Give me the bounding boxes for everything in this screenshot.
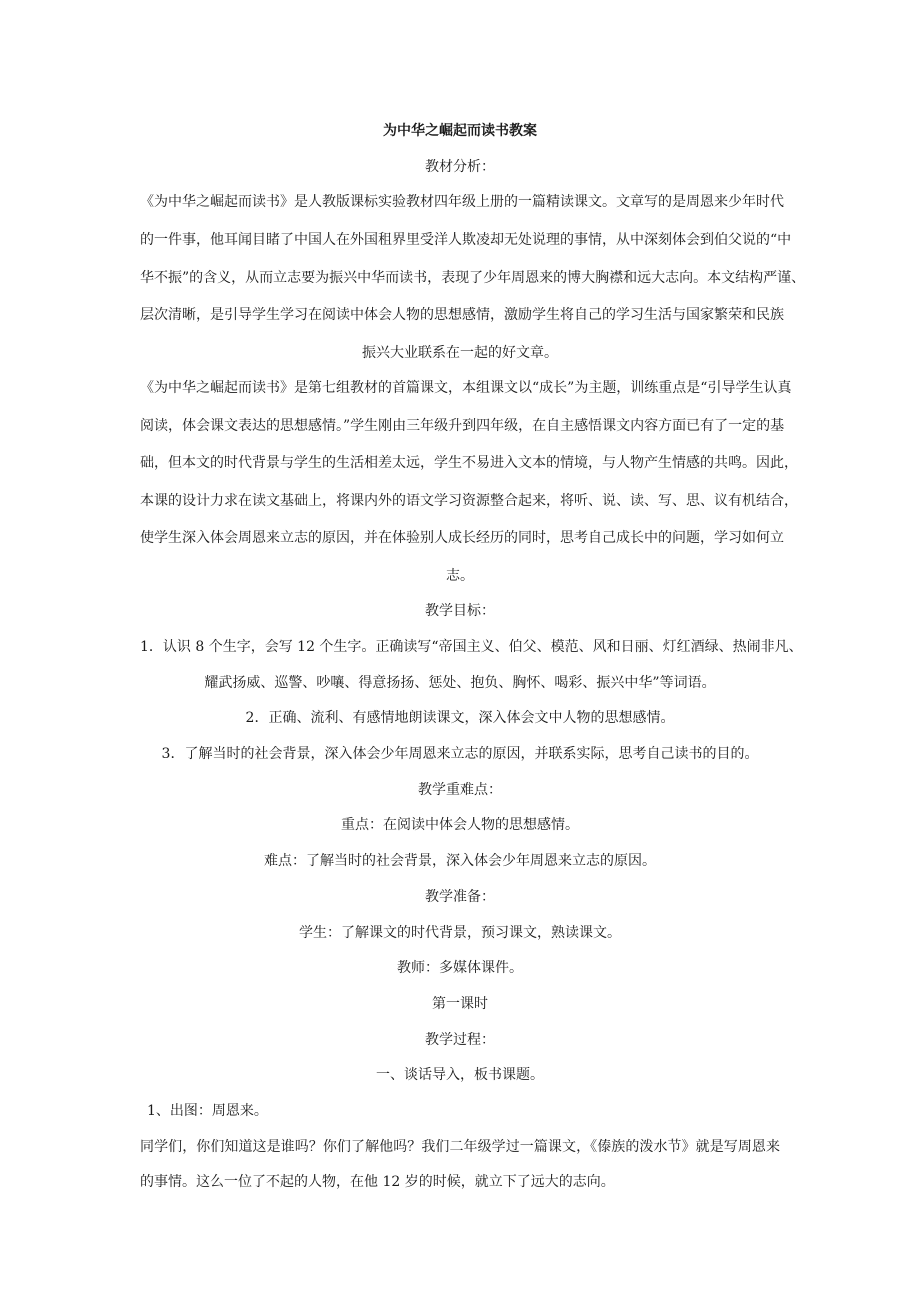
paragraph-line: 层次清晰，是引导学生学习在阅读中体会人物的思想感情，激励学生将自己的学习生活与国家繁荣和民族: [140, 307, 784, 323]
goal-item: 2．正确、流利、有感情地朗读课文，深入体会文中人物的思想感情。: [245, 710, 675, 726]
step-heading: 一、谈话导入，板书课题。: [376, 1067, 544, 1083]
goal-item: 1．认识 8 个生字，会写 12 个生字。正确读写“帝国主义、伯父、模范、风和日丽、灯红酒绿、热闹非凡、: [140, 639, 803, 655]
paragraph-line: 的事情。这么一位了不起的人物，在他 12 岁的时候，就立下了远大的志向。: [140, 1174, 615, 1190]
section-heading-analysis: 教材分析：: [425, 159, 495, 175]
lesson-period: 第一课时: [432, 996, 488, 1012]
section-heading-process: 教学过程：: [425, 1032, 495, 1048]
paragraph-line: 使学生深入体会周恩来立志的原因，并在体验别人成长经历的同时，思考自己成长中的问题，学习如何立: [140, 530, 784, 546]
paragraph-line: 华不振”的含义，从而立志要为振兴中华而读书，表现了少年周恩来的博大胸襟和远大志向。本文结构严谨、: [140, 270, 806, 286]
prep-item: 学生：了解课文的时代背景，预习课文，熟读课文。: [299, 925, 621, 941]
step-item: 1、出图：周恩来。: [147, 1103, 268, 1119]
paragraph-line: 础，但本文的时代背景与学生的生活相差太远，学生不易进入文本的情境，与人物产生情感的共鸣。因此，: [140, 455, 798, 471]
goal-item: 3．了解当时的社会背景，深入体会少年周恩来立志的原因，并联系实际，思考自己读书的目的。: [161, 746, 759, 762]
section-heading-prep: 教学准备：: [425, 889, 495, 905]
paragraph-line: 志。: [446, 568, 474, 584]
prep-item: 教师：多媒体课件。: [397, 960, 523, 976]
key-point: 重点：在阅读中体会人物的思想感情。: [341, 817, 579, 833]
paragraph-line: 阅读，体会课文表达的思想感情。”学生刚由三年级升到四年级，在自主感悟课文内容方面已有了一定的基: [140, 418, 785, 434]
goal-item: 耀武扬威、巡警、吵嚷、得意扬扬、惩处、抱负、胸怀、喝彩、振兴中华”等词语。: [204, 675, 716, 691]
paragraph-line: 《为中华之崛起而读书》是第七组教材的首篇课文，本组课文以“成长”为主题，训练重点是“引导学生认真: [140, 380, 792, 396]
paragraph-line: 的一件事，他耳闻目睹了中国人在外国租界里受洋人欺凌却无处说理的事情，从中深刻体会到伯父说的“中: [140, 232, 792, 248]
document-title: 为中华之崛起而读书教案: [383, 123, 537, 139]
section-heading-goals: 教学目标：: [425, 603, 495, 619]
paragraph-line: 振兴大业联系在一起的好文章。: [362, 345, 558, 361]
paragraph-line: 《为中华之崛起而读书》是人教版课标实验教材四年级上册的一篇精读课文。文章写的是周恩来少年时代: [140, 194, 784, 210]
paragraph-line: 同学们，你们知道这是谁吗？你们了解他吗？我们二年级学过一篇课文，《傣族的泼水节》就是写周恩来: [140, 1139, 780, 1155]
difficult-point: 难点：了解当时的社会背景，深入体会少年周恩来立志的原因。: [264, 853, 656, 869]
paragraph-line: 本课的设计力求在读文基础上，将课内外的语文学习资源整合起来，将听、说、读、写、思、议有机结合，: [140, 493, 798, 509]
section-heading-keypoints: 教学重难点：: [418, 782, 502, 798]
